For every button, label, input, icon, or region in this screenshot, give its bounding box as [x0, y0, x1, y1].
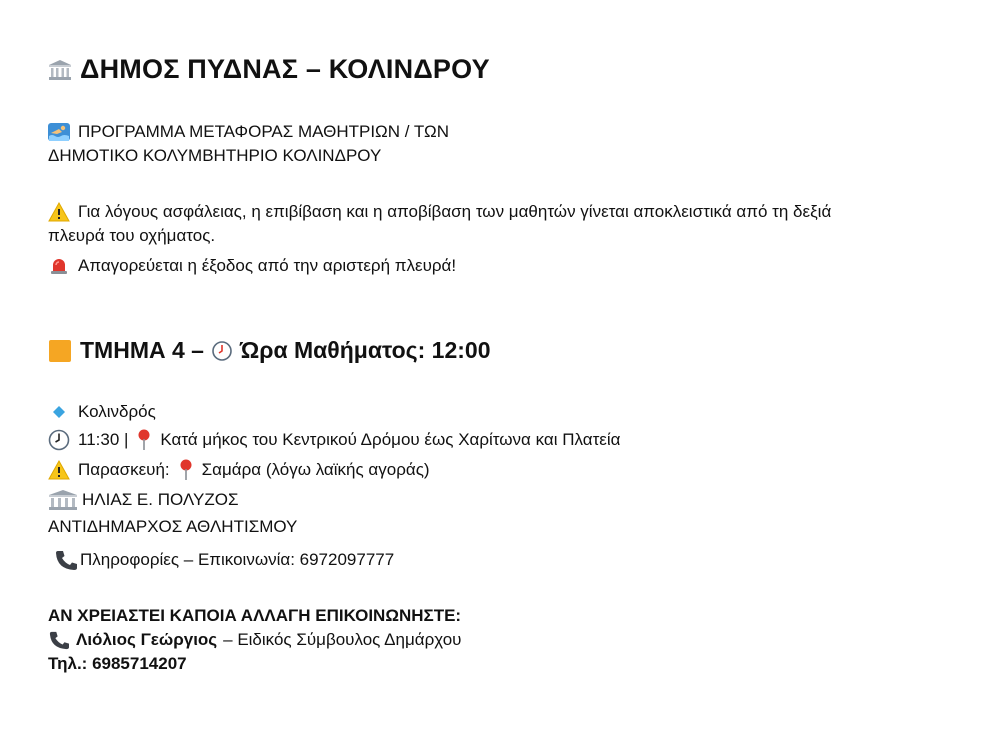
lesson-time: Ώρα Μαθήματος: 12:00 — [239, 337, 491, 363]
contact-phone: Τηλ.: 6985714207 — [48, 654, 187, 673]
friday-place: Σαμάρα (λόγω λαϊκής αγοράς) — [201, 460, 430, 479]
official-name: ΗΛΙΑΣ Ε. ΠΟΛΥΖΟΣ — [82, 490, 239, 509]
program-block — [48, 120, 449, 168]
departure-time: 11:30 | — [78, 430, 129, 449]
phone-icon — [54, 549, 78, 571]
orange-square-icon — [48, 339, 72, 363]
friday-label: Παρασκευή: — [78, 460, 170, 479]
classical-building-icon — [48, 489, 78, 511]
siren-icon — [48, 256, 70, 276]
phone-icon — [48, 630, 70, 650]
official-role: ΑΝΤΙΔΗΜΑΡΧΟΣ ΑΘΛΗΤΙΣΜΟΥ — [48, 517, 298, 536]
route-description: Κατά μήκος του Κεντρικού Δρόμου έως Χαρίτωνα και Πλατεία — [160, 430, 621, 449]
program-title-line1: ΠΡΟΓΡΑΜΜΑ ΜΕΤΑΦΟΡΑΣ ΜΑΘΗΤΡΙΩΝ / ΤΩΝ — [78, 122, 449, 141]
contact-role: – Ειδικός Σύμβουλος Δημάρχου — [223, 630, 462, 649]
safety-warning-line2: πλευρά του οχήματος. — [48, 226, 216, 245]
swimmer-icon — [48, 123, 70, 141]
section-heading — [48, 337, 490, 364]
contact-block — [48, 604, 461, 676]
program-title-line2: ΔΗΜΟΤΙΚΟ ΚΟΛΥΜΒΗΤΗΡΙΟ ΚΟΛΙΝΔΡΟΥ — [48, 146, 382, 165]
clock-icon — [48, 429, 70, 451]
location-label: Κολινδρός — [78, 402, 156, 421]
pin-icon — [136, 429, 152, 451]
pin-icon — [178, 459, 194, 481]
details-block — [48, 399, 620, 577]
warning-icon — [48, 460, 70, 480]
clock-icon — [212, 341, 232, 361]
warning-icon — [48, 202, 70, 222]
safety-prohibition: Απαγορεύεται η έξοδος από την αριστερή πλευρά! — [78, 256, 457, 275]
info-contact: Πληροφορίες – Επικοινωνία: 6972097777 — [80, 550, 395, 569]
blue-diamond-icon — [48, 406, 70, 418]
header — [48, 54, 490, 85]
safety-warning-line1: Για λόγους ασφάλειας, η επιβίβαση και η αποβίβαση των μαθητών γίνεται αποκλειστικά από τη δεξιά — [78, 202, 832, 221]
page-title: ΔΗΜΟΣ ΠΥΔΝΑΣ – ΚΟΛΙΝΔΡΟΥ — [80, 54, 490, 84]
classical-building-icon — [48, 59, 72, 81]
contact-heading: ΑΝ ΧΡΕΙΑΣΤΕΙ ΚΑΠΟΙΑ ΑΛΛΑΓΗ ΕΠΙΚΟΙΝΩΝΗΣΤΕ: — [48, 606, 462, 625]
contact-name: Λιόλιος Γεώργιος — [76, 630, 218, 649]
section-title: ΤΜΗΜΑ 4 – — [80, 337, 204, 363]
safety-block — [48, 200, 831, 278]
